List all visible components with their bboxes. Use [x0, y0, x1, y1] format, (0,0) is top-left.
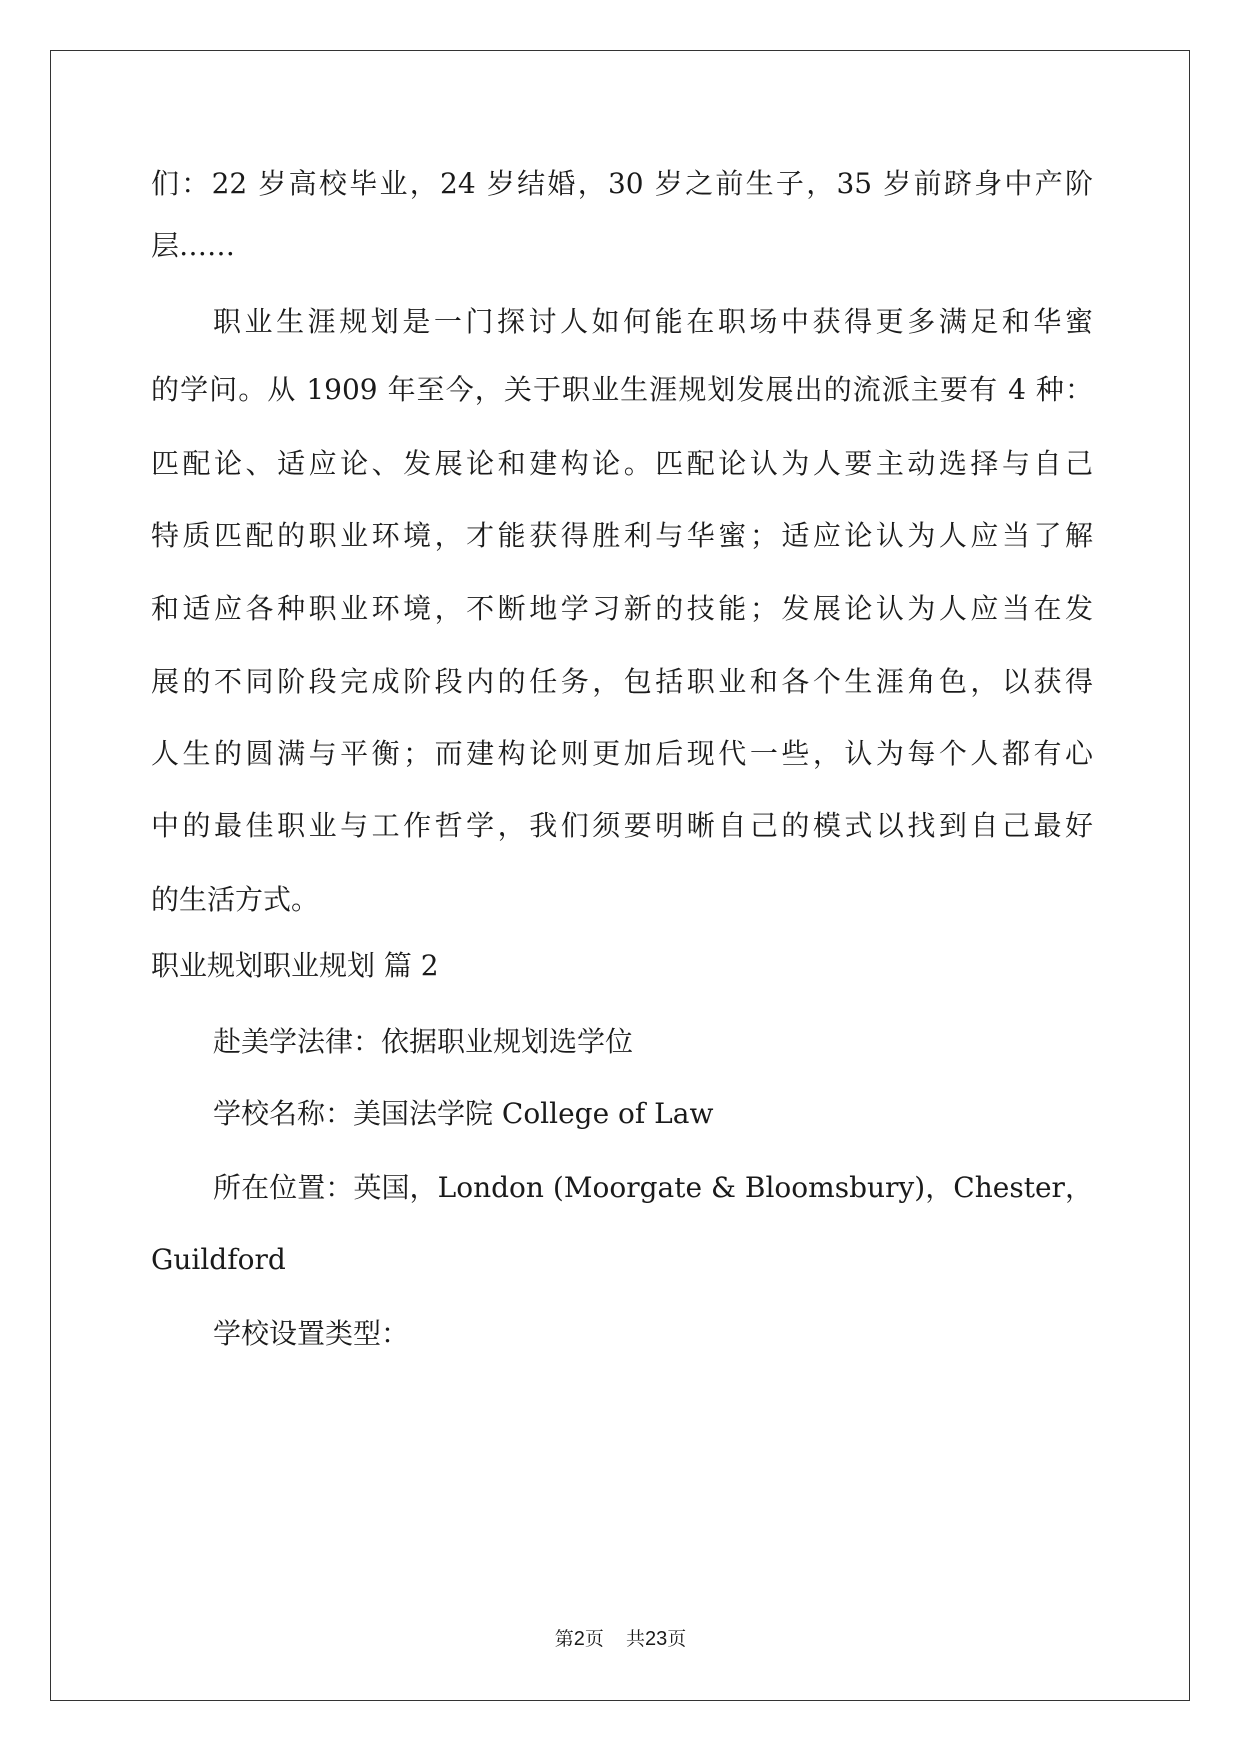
text-line-13: 赴美学法律：依据职业规划选学位 [213, 1025, 634, 1058]
page-border [50, 50, 1190, 1701]
section-heading: 职业规划职业规划 篇 2 [151, 949, 439, 982]
total-pages: 23 [644, 1628, 668, 1650]
text-line-1: 们：22 岁高校毕业，24 岁结婚，30 岁之前生子，35 岁前跻身中产阶 [151, 167, 1093, 200]
text-line-10: 中的最佳职业与工作哲学，我们须要明晰自己的模式以找到自己最好 [151, 809, 1093, 842]
text-line-2: 层…… [151, 229, 236, 262]
text-line-7: 和适应各种职业环境，不断地学习新的技能；发展论认为人应当在发 [151, 592, 1093, 625]
text-line-9: 人生的圆满与平衡；而建构论则更加后现代一些，认为每个人都有心 [151, 737, 1093, 770]
page-number: 2 [573, 1628, 585, 1650]
page-footer [0, 1624, 1241, 1651]
text-line-5: 匹配论、适应论、发展论和建构论。匹配论认为人要主动选择与自己 [151, 447, 1093, 480]
footer-total-suffix: 页 [667, 1628, 687, 1650]
text-line-6: 特质匹配的职业环境，才能获得胜利与华蜜；适应论认为人应当了解 [151, 519, 1093, 552]
footer-total-prefix: 共 [625, 1628, 645, 1650]
text-line-8: 展的不同阶段完成阶段内的任务，包括职业和各个生涯角色，以获得 [151, 665, 1093, 698]
text-line-16: Guildford [151, 1243, 286, 1276]
text-line-4: 的学问。从 1909 年至今，关于职业生涯规划发展出的流派主要有 4 种： [151, 373, 1093, 406]
text-line-3: 职业生涯规划是一门探讨人如何能在职场中获得更多满足和华蜜 [213, 305, 1093, 338]
text-line-11: 的生活方式。 [151, 883, 320, 916]
footer-page-suffix: 页 [584, 1628, 604, 1650]
text-line-17: 学校设置类型： [213, 1317, 410, 1350]
text-line-14: 学校名称：美国法学院 College of Law [213, 1097, 714, 1130]
text-line-15: 所在位置：英国，London (Moorgate & Bloomsbury)，Chester， [213, 1171, 1093, 1204]
footer-prefix: 第 [554, 1628, 574, 1650]
